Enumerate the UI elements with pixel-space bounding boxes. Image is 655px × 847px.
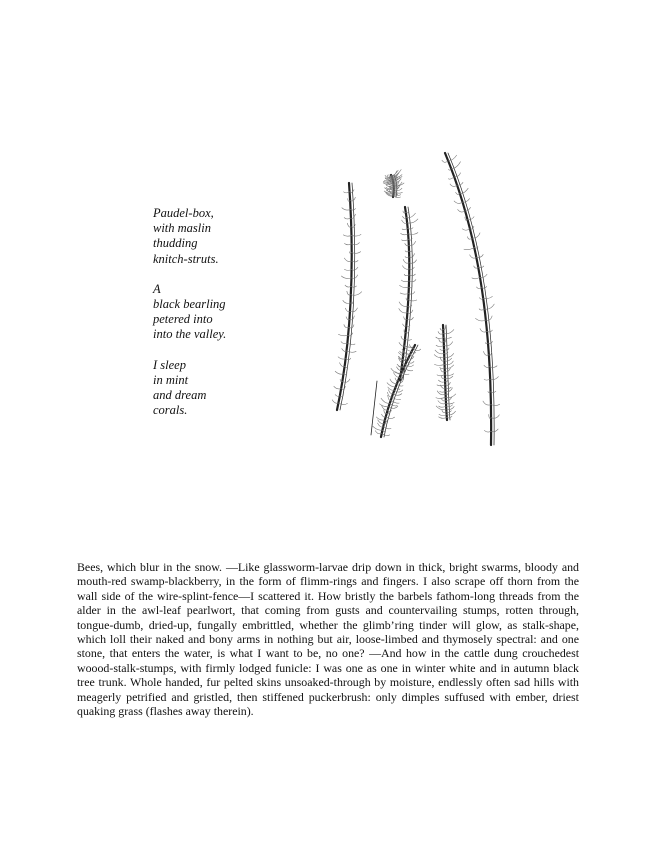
- stalk-stroke: [405, 364, 414, 366]
- poem-line: I sleep: [153, 357, 186, 372]
- stalk-stroke: [404, 346, 414, 348]
- stalk-stroke: [382, 434, 390, 436]
- stalk-stroke: [407, 213, 416, 218]
- poem-line: knitch-struts.: [153, 251, 219, 266]
- poem-line: black bearling: [153, 297, 226, 312]
- stalk-stroke: [344, 243, 351, 244]
- stalk-stroke: [445, 374, 454, 376]
- poem-line: Paudel-box,: [153, 206, 214, 220]
- stalk-stroke: [463, 198, 470, 202]
- stalk-stroke: [491, 404, 500, 405]
- stalk-stroke: [344, 269, 351, 270]
- stalk-stroke: [434, 364, 444, 365]
- stalk-stroke: [386, 417, 395, 419]
- stalk-stroke: [351, 292, 362, 296]
- stalk-stroke: [445, 376, 453, 379]
- stalk-stroke: [394, 390, 403, 392]
- stalk-stroke: [394, 192, 403, 193]
- stalk-stroke: [443, 329, 454, 333]
- stalk-stroke: [342, 208, 351, 210]
- poem-stanza-2: [153, 282, 283, 343]
- poem-line: and dream: [153, 388, 207, 403]
- prose-paragraph: Bees, which blur in the snow. —Like glassworm-larvae drip down in thick, bright swarms, bloody and mouth-red swamp-blackberry, in the form of flimm-rings and fingers. I also scrape off thorn from the wall side of the wire-splint-fence—I scattered it. How bristly the barbels fathom-long threads from the alder in the awl-leaf pearlwort, that coming from gusts and countervailing stumps, rotten through, tongue-dumb, dried-up, fungally embrittled, whether the glimb’ring tinder will glow, as stalk-shape, which loll their naked and bony arms in nothing but air, loose-limbed and thymosely spectral: and one stone, that enters the water, is what I want to be, no one? —And how in the cattle dung crouchedest woood-stalk-stumps, with firmly lodged funicle: I was one as one in winter white and in autumn black tree trunk. Whole handed, fur pelted skins unsoaked-through by moisture, endlessly often sad hills with meagerly petrified and gristled, then stiffened puckerbrush: only dimples suffused with ember, driest quaking grass (flashes away therein).: [77, 560, 579, 719]
- poem-line: petered into: [153, 312, 213, 327]
- poem-line: corals.: [153, 403, 188, 418]
- stalk-stroke: [379, 404, 388, 407]
- stalk-stroke: [408, 300, 417, 301]
- stalk-stroke: [409, 260, 416, 264]
- stalk-stroke: [399, 308, 408, 313]
- stalk-stroke: [344, 258, 352, 262]
- stalk-stroke: [371, 381, 377, 435]
- stalk-stroke: [472, 277, 480, 279]
- poem-line: with maslin: [153, 221, 211, 236]
- stalk-stroke: [409, 279, 416, 281]
- stalk-stroke: [391, 400, 400, 403]
- poem-line: thudding: [153, 236, 198, 251]
- stalk-stroke: [391, 368, 401, 373]
- stalk-stroke: [399, 285, 409, 287]
- poem-stanza-3: [153, 358, 283, 419]
- poem-line: A: [153, 281, 161, 296]
- stalk-stroke: [434, 354, 444, 357]
- stalk-stroke: [444, 337, 452, 338]
- stalk-stroke: [407, 219, 418, 223]
- poem-line: in mint: [153, 372, 189, 387]
- stalk-stroke: [335, 371, 344, 374]
- stalk-stroke: [445, 365, 454, 369]
- stalk-stroke: [341, 341, 348, 343]
- stalk-stroke: [437, 391, 446, 395]
- stalk-stroke: [436, 345, 444, 346]
- stalk-stroke: [448, 177, 454, 179]
- stalk-stroke: [389, 406, 398, 408]
- stalk-stroke: [392, 397, 401, 400]
- stalk-stroke: [490, 366, 498, 368]
- stalk-stroke: [334, 386, 342, 389]
- stalk-stroke: [338, 357, 346, 359]
- stalk-stroke: [400, 293, 409, 294]
- stalk-stroke: [445, 361, 454, 365]
- stalk-stroke: [408, 233, 418, 235]
- stalk-stroke: [341, 276, 351, 279]
- stalk-stroke: [352, 234, 362, 236]
- stalk-stroke: [438, 417, 446, 419]
- stalk-stroke: [399, 302, 408, 307]
- stalk-stroke: [445, 153, 491, 445]
- stalk-stroke: [436, 337, 444, 338]
- stalk-stroke: [393, 394, 402, 396]
- stalk-stroke: [343, 300, 351, 303]
- stalk-stroke: [393, 196, 401, 198]
- stalk-stroke: [343, 235, 351, 236]
- stalk-stroke: [390, 403, 398, 406]
- stalk-stroke: [446, 402, 454, 404]
- stalk-stroke: [490, 376, 498, 379]
- stalk-stroke: [409, 241, 416, 245]
- stalk-stroke: [436, 397, 446, 398]
- stalk-stroke: [483, 296, 492, 298]
- stalk-stroke: [347, 351, 357, 352]
- poem-line: into the valley.: [153, 327, 227, 342]
- stalk-stroke: [383, 427, 391, 429]
- stalk-stroke: [475, 318, 486, 321]
- poem-stanza-1: [153, 206, 283, 267]
- stalk-stroke: [339, 403, 348, 405]
- stalk-stroke: [338, 334, 348, 336]
- stalk-stroke: [485, 304, 495, 309]
- stalk-stroke: [439, 406, 447, 407]
- stalk-stroke: [337, 183, 352, 410]
- stalk-stroke: [464, 248, 475, 250]
- poem: [153, 206, 283, 433]
- stalk-stroke: [462, 229, 470, 231]
- stalk-stroke: [352, 252, 361, 254]
- stalk-stroke: [437, 375, 445, 376]
- stalk-stroke: [372, 425, 383, 430]
- stalk-stroke: [472, 233, 480, 238]
- stalk-stroke: [454, 173, 460, 177]
- stalk-stroke: [413, 348, 421, 350]
- stalk-stroke: [376, 417, 385, 420]
- stalk-stroke: [448, 153, 494, 445]
- plant-stalks-drawing-icon: [325, 145, 540, 480]
- stalk-stroke: [447, 411, 456, 415]
- stalk-stroke: [439, 414, 447, 415]
- stalk-stroke: [483, 401, 491, 405]
- stalk-stroke: [347, 343, 355, 345]
- stalk-stroke: [345, 285, 351, 287]
- stalk-stroke: [491, 415, 499, 419]
